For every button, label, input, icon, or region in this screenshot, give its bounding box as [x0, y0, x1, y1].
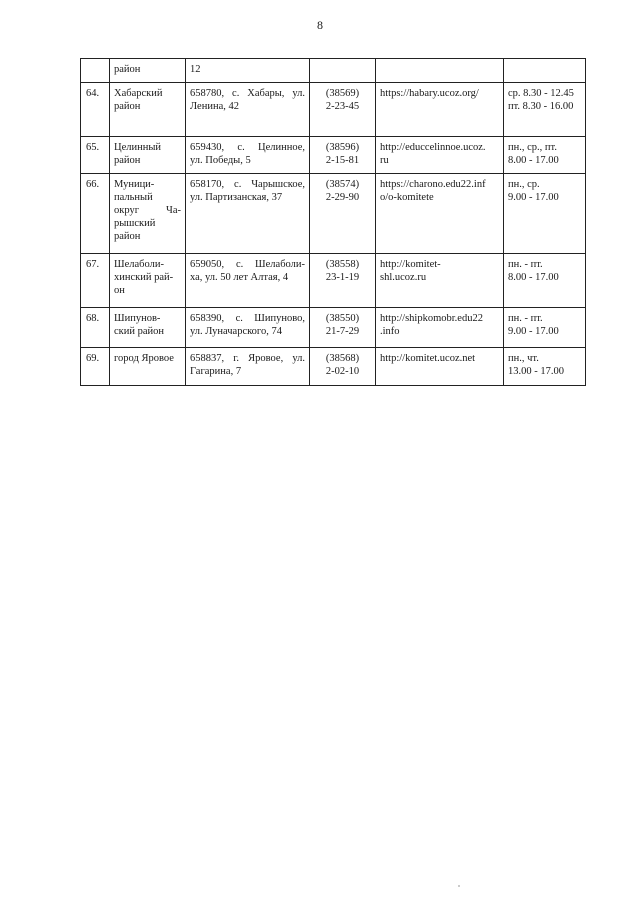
cell-hours-line: 8.00 - 17.00 [508, 155, 559, 166]
cell-address [186, 308, 310, 348]
cell-district [110, 83, 186, 137]
cell-hours [504, 254, 586, 308]
cell-address [186, 83, 310, 137]
cell-district [110, 59, 186, 83]
cell-phone [310, 59, 376, 83]
cell-address-line: ул. Луначарского, 74 [190, 326, 282, 337]
cell-url-line: o/o-komitete [380, 192, 434, 203]
cell-url [376, 308, 504, 348]
cell-url-line: http://komitet- [380, 259, 441, 270]
cell-url-line: http://shipkomobr.edu22 [380, 313, 483, 324]
cell-address-line: 658390, с. Шипуново, [190, 313, 305, 324]
cell-phone-line: 2-02-10 [325, 366, 360, 377]
cell-hours-line: 13.00 - 17.00 [508, 366, 564, 377]
cell-phone-line: (38558) [325, 259, 360, 270]
cell-hours-line: пн. - пт. [508, 259, 543, 270]
cell-district-line: он [114, 285, 125, 296]
cell-url [376, 254, 504, 308]
cell-url [376, 174, 504, 254]
cell-address-line: 659050, с. Шелаболи- [190, 259, 305, 270]
page-number: 8 [317, 18, 323, 32]
cell-phone-line: (38550) [325, 313, 360, 324]
cell-num [81, 59, 110, 83]
cell-district-line: Шипунов- [114, 313, 161, 324]
cell-district [110, 137, 186, 174]
cell-hours-line: пн., чт. [508, 353, 539, 364]
cell-url [376, 83, 504, 137]
cell-hours [504, 308, 586, 348]
cell-num-line: 68. [86, 313, 100, 324]
table-row-continuation [81, 59, 586, 83]
cell-hours-line: пт. 8.30 - 16.00 [508, 101, 574, 112]
cell-num [81, 83, 110, 137]
education-offices-table [80, 58, 586, 386]
cell-url-line: http://educcelinnoe.ucoz. [380, 142, 486, 153]
cell-num-line: 66. [86, 179, 100, 190]
cell-hours-line: пн., ср. [508, 179, 540, 190]
cell-district-line: район [114, 155, 141, 166]
cell-district-line: район [114, 101, 141, 112]
cell-district-line: район [114, 231, 141, 242]
cell-num-line: 65. [86, 142, 100, 153]
cell-district-line: хинский рай- [114, 272, 174, 283]
cell-phone-line: 2-23-45 [325, 101, 360, 112]
cell-hours [504, 137, 586, 174]
cell-address-line: 658780, с. Хабары, ул. [190, 88, 305, 99]
cell-hours-line: 9.00 - 17.00 [508, 326, 559, 337]
address-text: 12 [190, 64, 201, 75]
cell-phone-line: 2-15-81 [325, 155, 360, 166]
cell-hours-line: 9.00 - 17.00 [508, 192, 559, 203]
cell-phone-line: (38596) [325, 142, 360, 153]
cell-url-line: ru [380, 155, 389, 166]
cell-phone [310, 254, 376, 308]
cell-url [376, 59, 504, 83]
table-row [81, 308, 586, 348]
cell-hours-line: пн., ср., пт. [508, 142, 557, 153]
cell-district-line: Хабарский [114, 88, 163, 99]
cell-district-line: ский район [114, 326, 165, 337]
cell-hours [504, 83, 586, 137]
cell-address-line: Ленина, 42 [190, 101, 239, 112]
cell-url-line: shl.ucoz.ru [380, 272, 427, 283]
cell-num [81, 348, 110, 386]
table-row [81, 137, 586, 174]
table-row [81, 254, 586, 308]
cell-phone-line: (38569) [325, 88, 360, 99]
cell-num [81, 254, 110, 308]
cell-district [110, 348, 186, 386]
cell-url [376, 348, 504, 386]
cell-phone-line: 23-1-19 [325, 272, 360, 283]
cell-phone-line: 21-7-29 [325, 326, 360, 337]
cell-district [110, 174, 186, 254]
cell-address-line: ул. Победы, 5 [190, 155, 251, 166]
cell-district-line: рышский [114, 218, 156, 229]
cell-num-line: 69. [86, 353, 100, 364]
scan-speck [458, 885, 460, 887]
cell-hours-line: 8.00 - 17.00 [508, 272, 559, 283]
cell-district [110, 254, 186, 308]
cell-address [186, 137, 310, 174]
cell-num [81, 174, 110, 254]
cell-num-line: 67. [86, 259, 100, 270]
cell-district-line: Муници- [114, 179, 155, 190]
cell-hours-line: пн. - пт. [508, 313, 543, 324]
cell-phone [310, 137, 376, 174]
cell-url-line: https://habary.ucoz.org/ [380, 88, 479, 99]
cell-district-line: Целинный [114, 142, 162, 153]
cell-district-line: город Яровое [114, 353, 174, 364]
cell-num [81, 137, 110, 174]
cell-address-line: 658837, г. Яровое, ул. [190, 353, 305, 364]
cell-address [186, 348, 310, 386]
cell-district-line: пальный [114, 192, 153, 203]
cell-phone-line: (38568) [325, 353, 360, 364]
district-text: район [114, 64, 141, 75]
cell-phone-line: (38574) [325, 179, 360, 190]
cell-url-line: http://komitet.ucoz.net [380, 353, 476, 364]
cell-district [110, 308, 186, 348]
cell-hours [504, 348, 586, 386]
table-row [81, 174, 586, 254]
cell-address [186, 59, 310, 83]
cell-district-line: Шелаболи- [114, 259, 164, 270]
cell-phone [310, 174, 376, 254]
cell-address-line: 659430, с. Целинное, [190, 142, 305, 153]
cell-hours [504, 174, 586, 254]
cell-phone [310, 308, 376, 348]
cell-phone-line: 2-29-90 [325, 192, 360, 203]
cell-address [186, 174, 310, 254]
cell-address-line: Гагарина, 7 [190, 366, 242, 377]
cell-hours [504, 59, 586, 83]
cell-address [186, 254, 310, 308]
cell-num-line: 64. [86, 88, 100, 99]
table-row [81, 348, 586, 386]
cell-address-line: ул. Партизанская, 37 [190, 192, 283, 203]
cell-num [81, 308, 110, 348]
cell-address-line: 658170, с. Чарышское, [190, 179, 305, 190]
cell-phone [310, 83, 376, 137]
cell-district-line: округ Ча- [114, 205, 181, 216]
cell-url-line: https://charono.edu22.inf [380, 179, 486, 190]
cell-url-line: .info [380, 326, 400, 337]
cell-hours-line: ср. 8.30 - 12.45 [508, 88, 574, 99]
cell-phone [310, 348, 376, 386]
table-row [81, 83, 586, 137]
cell-url [376, 137, 504, 174]
cell-address-line: ха, ул. 50 лет Алтая, 4 [190, 272, 289, 283]
